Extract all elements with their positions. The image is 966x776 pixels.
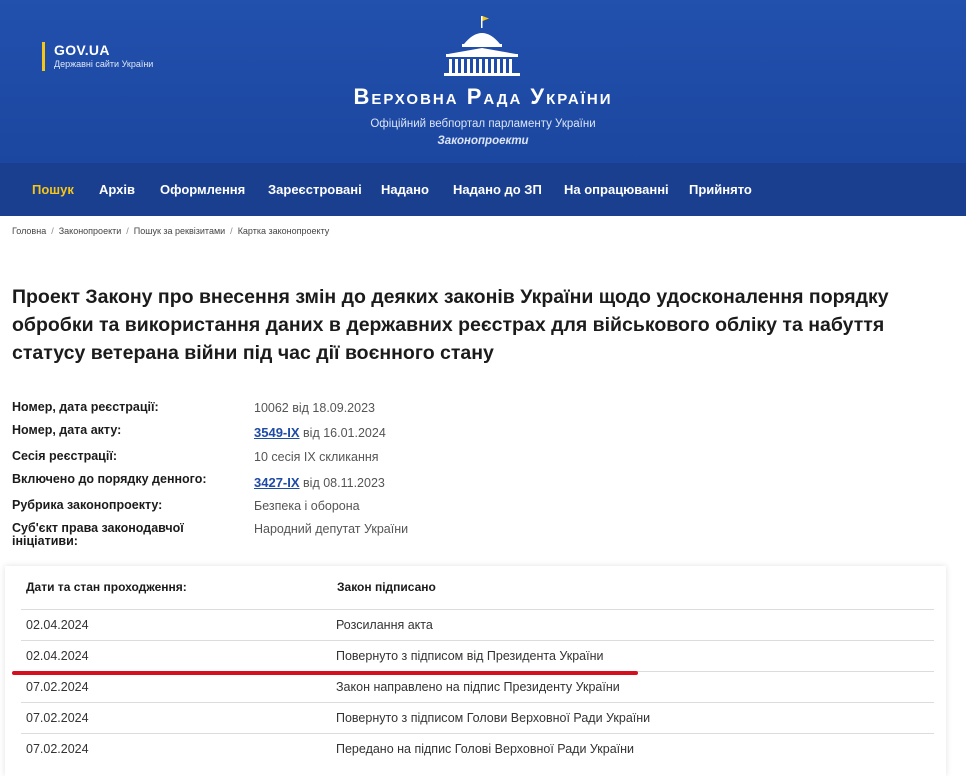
table-row	[21, 671, 934, 702]
info-label: Суб'єкт права законодавчої ініціативи:	[12, 521, 184, 548]
breadcrumb	[12, 226, 329, 236]
info-value: Безпека і оборона	[254, 499, 360, 513]
row-event: Розсилання акта	[336, 618, 433, 632]
row-event: Повернуто з підписом від Президента України	[336, 649, 604, 663]
act-number-link[interactable]: 3549-IX	[254, 425, 300, 440]
breadcrumb-current: Картка законопроекту	[237, 226, 330, 236]
gov-ua-title: GOV.UA	[54, 42, 110, 58]
site-header	[0, 0, 966, 163]
nav-item-drafting[interactable]: Оформлення	[160, 182, 246, 197]
site-subtitle: Офіційний вебпортал парламенту України	[370, 118, 596, 130]
nav-item-search[interactable]: Пошук	[32, 182, 74, 197]
info-label: Номер, дата акту:	[12, 423, 122, 437]
nav-item-adopted[interactable]: Прийнято	[689, 182, 752, 197]
row-date: 07.02.2024	[26, 742, 89, 756]
nav-item-in-progress[interactable]: На опрацюванні	[564, 182, 669, 197]
breadcrumb-home[interactable]: Головна	[12, 226, 47, 236]
row-date: 02.04.2024	[26, 649, 89, 663]
info-label: Включено до порядку денного:	[12, 472, 207, 486]
breadcrumb-separator: /	[126, 226, 129, 236]
breadcrumb-bills[interactable]: Законопроекти	[58, 226, 122, 236]
table-header-status: Закон підписано	[337, 580, 436, 594]
row-date: 07.02.2024	[26, 680, 89, 694]
site-title[interactable]: Верховна Рада України	[353, 84, 613, 109]
row-event: Закон направлено на підпис Президенту України	[336, 680, 620, 694]
agenda-date: від 08.11.2023	[303, 476, 385, 490]
table-row	[21, 733, 934, 764]
row-date: 02.04.2024	[26, 618, 89, 632]
info-label: Номер, дата реєстрації:	[12, 400, 159, 414]
row-event: Передано на підпис Голові Верховної Ради України	[336, 742, 635, 756]
info-value: 10062 від 18.09.2023	[254, 401, 375, 415]
nav-item-submitted[interactable]: Надано	[381, 182, 429, 197]
info-value	[254, 425, 386, 440]
act-date: від 16.01.2024	[303, 426, 386, 440]
parliament-building-icon[interactable]	[440, 14, 524, 78]
agenda-number-link[interactable]: 3427-IX	[254, 475, 300, 490]
table-row	[21, 609, 934, 640]
gov-ua-subtitle: Державні сайти України	[54, 59, 154, 69]
info-value: 10 сесія IX скликання	[254, 450, 379, 464]
row-date: 07.02.2024	[26, 711, 89, 725]
page-title: Проект Закону про внесення змін до деяких законів України щодо удосконалення порядку обробки та використання даних в державних реєстрах для військового обліку та набуття статусу ветерана війни під час дії воєнного стану	[12, 286, 889, 364]
main-nav	[0, 163, 966, 216]
info-label: Рубрика законопроекту:	[12, 498, 163, 512]
breadcrumb-search[interactable]: Пошук за реквізитами	[133, 226, 226, 236]
breadcrumb-separator: /	[230, 226, 233, 236]
info-value: Народний депутат України	[254, 522, 409, 536]
red-underline-annotation	[12, 671, 638, 675]
gov-ua-link[interactable]	[42, 42, 153, 71]
table-row	[21, 702, 934, 733]
site-section-name: Законопроекти	[437, 135, 529, 147]
table-header-dates: Дати та стан проходження:	[26, 580, 187, 594]
info-label: Сесія реєстрації:	[12, 449, 117, 463]
breadcrumb-separator: /	[51, 226, 54, 236]
nav-item-submitted-to-plenary[interactable]: Надано до ЗП	[453, 182, 542, 197]
info-value	[254, 475, 385, 490]
table-row	[21, 640, 934, 671]
nav-item-registered[interactable]: Зареєстровані	[268, 182, 362, 197]
nav-item-archive[interactable]: Архів	[99, 182, 135, 197]
row-event: Повернуто з підписом Голови Верховної Ради України	[336, 711, 651, 725]
